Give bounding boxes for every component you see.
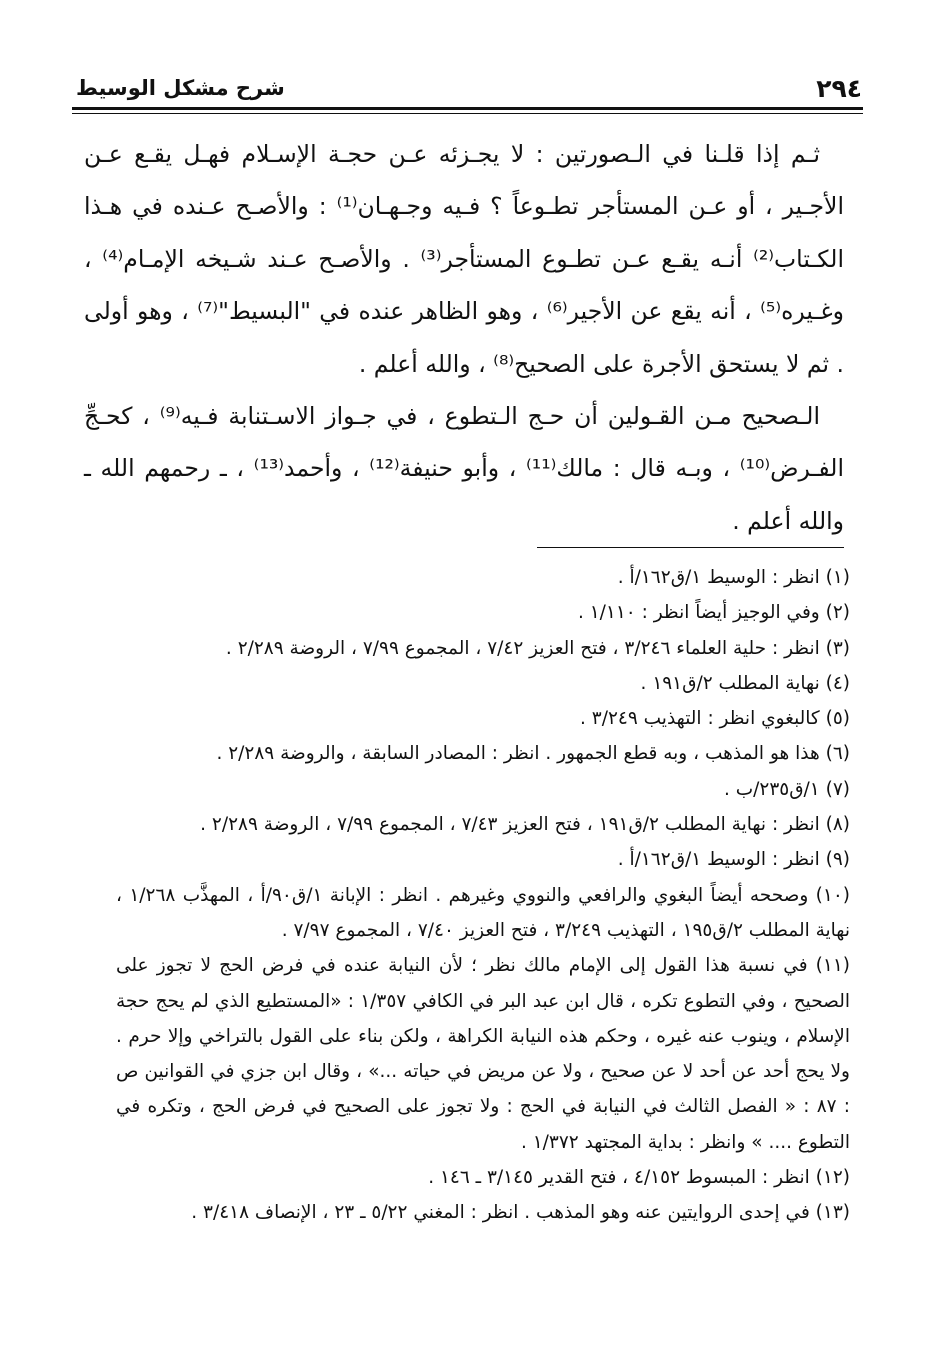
header-rule-thin [72,113,863,114]
footnote-4: (٤) نهاية المطلب ٢/ق١٩١ . [640,672,850,694]
footnotes [116,560,850,1231]
body-paragraph-2: الـصحيح مـن القـولين أن حـج الـتطوع ، في جـواز الاسـتنابة فـيه⁽⁹⁾ ، كحـجِّ الفـرض⁽¹⁰⁾ ، وبـه قال : مالك⁽¹¹⁾ ، وأبو حنيفة⁽¹²⁾ ، وأحمد⁽¹³⁾ ، ـ رحمهم الله ـ والله أعلم . [84,402,844,535]
footnote-10: (١٠) وصححه أيضاً البغوي والرافعي والنووي وغيرهم . انظر : الإبانة ١/ق٩٠/أ ، المهذَّب ١/٢٦٨ ، نهاية المطلب ٢/ق١٩٥ ، التهذيب ٣/٢٤٩ ، فتح العزيز ٧/٤٠ ، المجموع ٧/٩٧ . [116,884,850,941]
page-number: ٢٩٤ [816,74,862,103]
page-header [72,64,862,108]
footnote-11: (١١) في نسبة هذا القول إلى الإمام مالك نظر ؛ لأن النيابة عنده في فرض الحج لا تجوز على الصحيح ، وفي التطوع تكره ، قال ابن عبد البر في الكافي ١/٣٥٧ : «المستطيع الذي لم يحج حجة الإسلام ، وينوب عنه غيره ، وحكم هذه النيابة الكراهة ، ولكن بناء على القول بالتراخي وإلا حرم . ولا يحج أحد عن أحد لا عن صحيح ، ولا عن مريض في حياته ...» ، وقال ابن جزي في القوانين ص : ٨٧ : « الفصل الثالث في النيابة في الحج : ولا تجوز على الصحيح في فرض الحج ، وتكره في التطوع .... » وانظر : بداية المجتهد ١/٣٧٢ . [116,955,850,1153]
footnote-12: (١٢) انظر : المبسوط ٤/١٥٢ ، فتح القدير ٣/١٤٥ ـ ١٤٦ . [428,1167,850,1189]
body-paragraph-1: ثـم إذا قلـنا في الـصورتين : لا يجـزئه عـن حجـة الإسـلام فهـل يقـع عـن الأجـير ، أو عـن المستأجر تطـوعاً ؟ فـيه وجـهـان⁽¹⁾ : والأصـح عـنده في هـذا الكـتاب⁽²⁾ أنـه يقـع عـن تطـوع المستأجر⁽³⁾ . والأصـح عـند شـيخه الإمـام⁽⁴⁾ ، وغـيره⁽⁵⁾ ، أنه يقع عن الأجير⁽⁶⁾ ، وهو الظاهر عنده في "البسيط"⁽⁷⁾ ، وهو أولى . ثم لا يستحق الأجرة على الصحيح⁽⁸⁾ ، والله أعلم . [84,140,844,378]
footnote-2: (٢) وفي الوجيز أيضاً انظر : ١/١١٠ . [577,602,850,624]
main-text [84,128,844,547]
footnote-separator [537,547,844,548]
footnote-8: (٨) انظر : نهاية المطلب ٢/ق١٩١ ، فتح العزيز ٧/٤٣ ، المجموع ٧/٩٩ ، الروضة ٢/٢٨٩ . [200,814,850,836]
header-rule-thick [72,107,863,110]
footnote-1: (١) انظر : الوسيط ١/ق١٦٢/أ . [617,567,850,588]
footnote-6: (٦) هذا هو المذهب ، وبه قطع الجمهور . انظر : المصادر السابقة ، والروضة ٢/٢٨٩ . [216,743,850,765]
footnote-13: (١٣) في إحدى الروايتين عنه وهو المذهب . انظر : المغني ٥/٢٢ ـ ٢٣ ، الإنصاف ٣/٤١٨ . [191,1202,850,1224]
footnote-3: (٣) انظر : حلية العلماء ٣/٢٤٦ ، فتح العزيز ٧/٤٢ ، المجموع ٧/٩٩ ، الروضة ٢/٢٨٩ . [225,637,850,659]
footnote-9: (٩) انظر : الوسيط ١/ق١٦٢/أ . [617,849,850,871]
footnote-5: (٥) كالبغوي انظر : التهذيب ٣/٢٤٩ . [580,708,850,730]
running-title: شرح مشكل الوسيط [76,76,285,100]
footnote-7: (٧) ١/ق٢٣٥/ب . [723,778,850,800]
